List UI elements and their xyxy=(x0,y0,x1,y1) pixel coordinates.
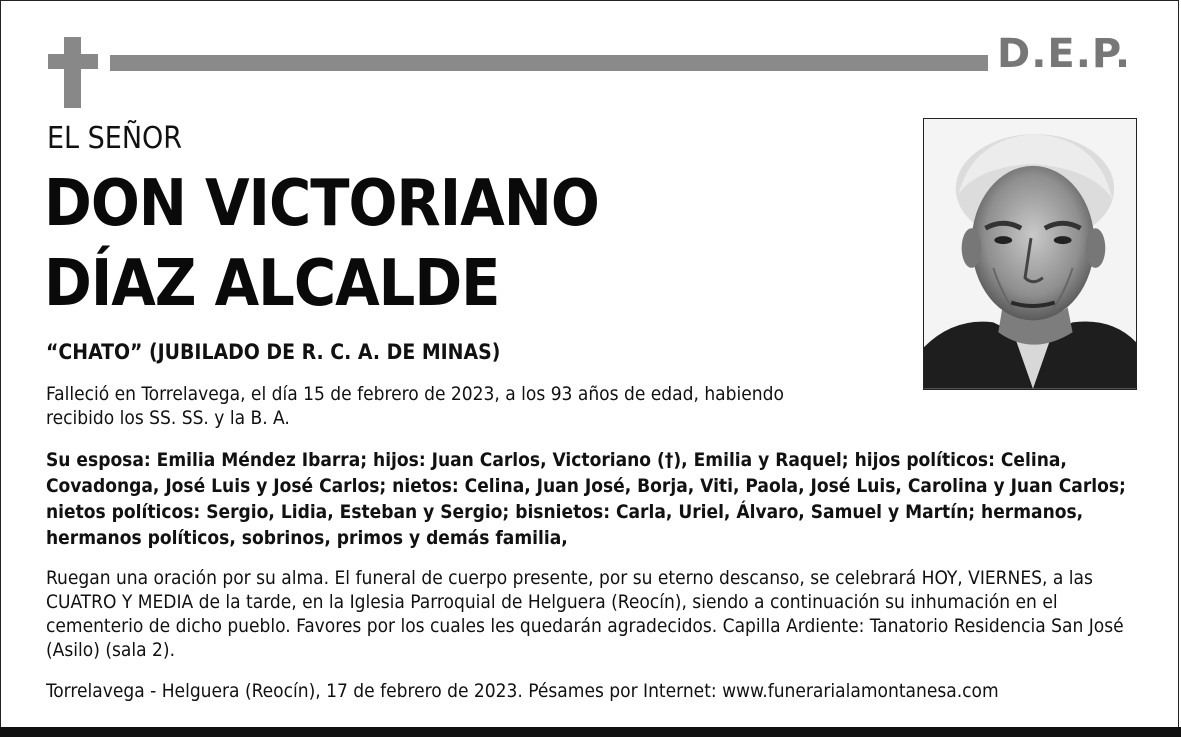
cross-vertical-bar xyxy=(64,37,81,108)
honorific: EL SEÑOR xyxy=(47,121,183,156)
deceased-name-line-1: DON VICTORIANO xyxy=(44,167,599,241)
funeral-details: Ruegan una oración por su alma. El funeral de cuerpo presente, por su eterno descanso, se celebrará HOY, VIERNES, a las CUATRO Y MEDIA de la tarde, en la Iglesia Parroquial de Helguera (Reocín), siendo a continuación su inhumación en el cementerio de dicho pueblo. Favores por los cuales les quedarán agradecidos. Capilla Ardiente: Tanatorio Residencia San José (Asilo) (sala 2). xyxy=(46,567,1124,661)
bottom-border xyxy=(0,727,1181,737)
deceased-name-line-2: DÍAZ ALCALDE xyxy=(44,247,500,321)
death-announcement: Falleció en Torrelavega, el día 15 de febrero de 2023, a los 93 años de edad, habiendo recibido los SS. SS. y la B. A. xyxy=(46,383,784,429)
dep-label: D.E.P. xyxy=(997,31,1132,77)
footer-line: Torrelavega - Helguera (Reocín), 17 de febrero de 2023. Pésames por Internet: www.funerarialamontanesa.com xyxy=(46,680,999,702)
header-rule xyxy=(110,55,988,71)
cross-horizontal-bar xyxy=(48,54,98,69)
portrait-photo xyxy=(923,118,1137,390)
alias-line: “CHATO” (JUBILADO DE R. C. A. DE MINAS) xyxy=(46,340,501,364)
family-list: Su esposa: Emilia Méndez Ibarra; hijos: Juan Carlos, Victoriano (†), Emilia y Raquel; hijos políticos: Celina, Covadonga, José Luis y José Carlos; nietos: Celina, Juan José, Borja, Viti, Paola, José Luis, Carolina y Juan Carlos; nietos políticos: Sergio, Lidia, Esteban y Sergio; bisnietos: Carla, Uriel, Álvaro, Samuel y Martín; hermanos, hermanos políticos, sobrinos, primos y demás familia, xyxy=(46,449,1126,549)
